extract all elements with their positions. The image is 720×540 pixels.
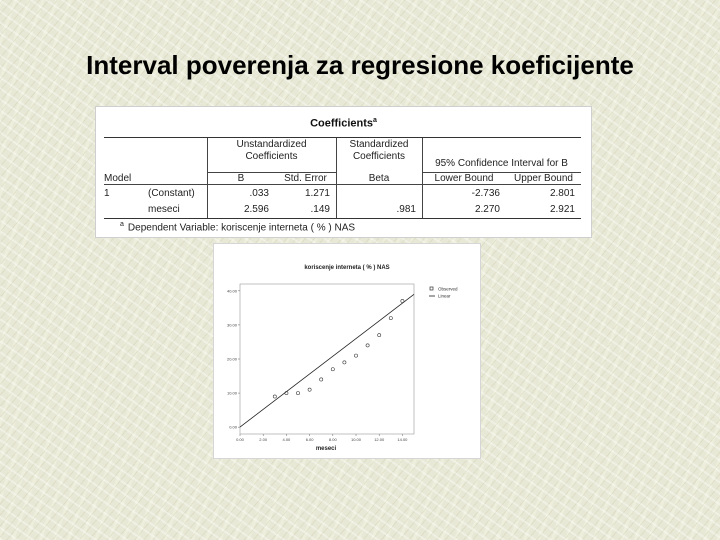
header-std-line2: Coefficients	[352, 151, 406, 162]
observed-point	[366, 344, 369, 347]
chart-legend	[429, 287, 458, 299]
observed-point	[273, 395, 276, 398]
observed-point	[331, 368, 334, 371]
header-ci: 95% Confidence Interval for B	[435, 158, 568, 169]
row-name: (Constant)	[148, 188, 195, 199]
x-tick-label: 0.00	[236, 437, 244, 442]
cell-lower-bound: -2.736	[471, 188, 500, 199]
row-name: meseci	[148, 204, 180, 215]
header-model: Model	[104, 173, 132, 184]
slide-title: Interval poverenja za regresione koeficijente	[86, 50, 634, 80]
x-tick-label: 6.00	[305, 437, 314, 442]
y-tick-label: 20.00	[226, 356, 237, 362]
y-tick-label: 0.00	[229, 424, 237, 430]
model-number: 1	[104, 188, 110, 199]
header-unstd-line2: Coefficients	[245, 151, 298, 162]
legend-observed-marker	[430, 287, 433, 290]
regression-scatter-chart	[213, 243, 481, 459]
x-tick-label: 10.00	[350, 437, 362, 442]
observed-point	[320, 378, 323, 381]
table-grid	[104, 137, 581, 219]
observed-point	[296, 391, 299, 394]
cell-beta: .981	[396, 204, 416, 215]
cell-lower-bound: 2.270	[474, 204, 500, 215]
x-tick-label: 2.00	[259, 437, 268, 442]
header-upper-bound: Upper Bound	[514, 173, 573, 184]
x-tick-label: 4.00	[282, 437, 291, 442]
legend-linear-label: Linear	[438, 293, 451, 299]
observed-point	[389, 316, 392, 319]
plot-frame	[240, 284, 414, 434]
regression-line	[240, 294, 414, 427]
table-footnote: $^a$ Dependent Variable: koriscenje interneta ( % ) NAS	[120, 221, 356, 234]
header-unstd-line1: Unstandardized	[236, 139, 307, 150]
legend-observed-label: Observed	[438, 286, 458, 292]
coefficients-table	[95, 106, 592, 238]
cell-upper-bound: 2.921	[549, 204, 575, 215]
cell-b: .033	[249, 188, 269, 199]
observed-point	[354, 354, 357, 357]
y-tick-label: 30.00	[226, 322, 237, 328]
table-title: Coefficients$^a$	[310, 117, 377, 130]
observed-point	[378, 334, 381, 337]
cell-b: 2.596	[243, 204, 269, 215]
header-lower-bound: Lower Bound	[434, 173, 494, 184]
x-tick-label: 12.00	[374, 437, 385, 442]
header-std-error: Std. Error	[284, 173, 327, 184]
cell-upper-bound: 2.801	[549, 188, 575, 199]
x-axis-label: meseci	[315, 446, 337, 452]
observed-point	[308, 388, 311, 391]
cell-std-error: .149	[310, 204, 330, 215]
x-tick-label: 14.00	[397, 437, 408, 442]
chart-title: koriscenje interneta ( % ) NAS	[304, 265, 390, 271]
cell-std-error: 1.271	[304, 188, 330, 199]
header-b: B	[237, 173, 245, 184]
header-beta: Beta	[368, 173, 390, 184]
x-tick-label: 8.00	[328, 437, 337, 442]
observed-point	[343, 361, 346, 364]
y-tick-label: 40.00	[226, 288, 237, 294]
observed-point	[401, 299, 404, 302]
y-tick-label: 10.00	[226, 390, 237, 396]
grid-line	[104, 184, 581, 185]
chart-svg	[214, 244, 480, 458]
header-std-line1: Standardized	[349, 139, 409, 150]
